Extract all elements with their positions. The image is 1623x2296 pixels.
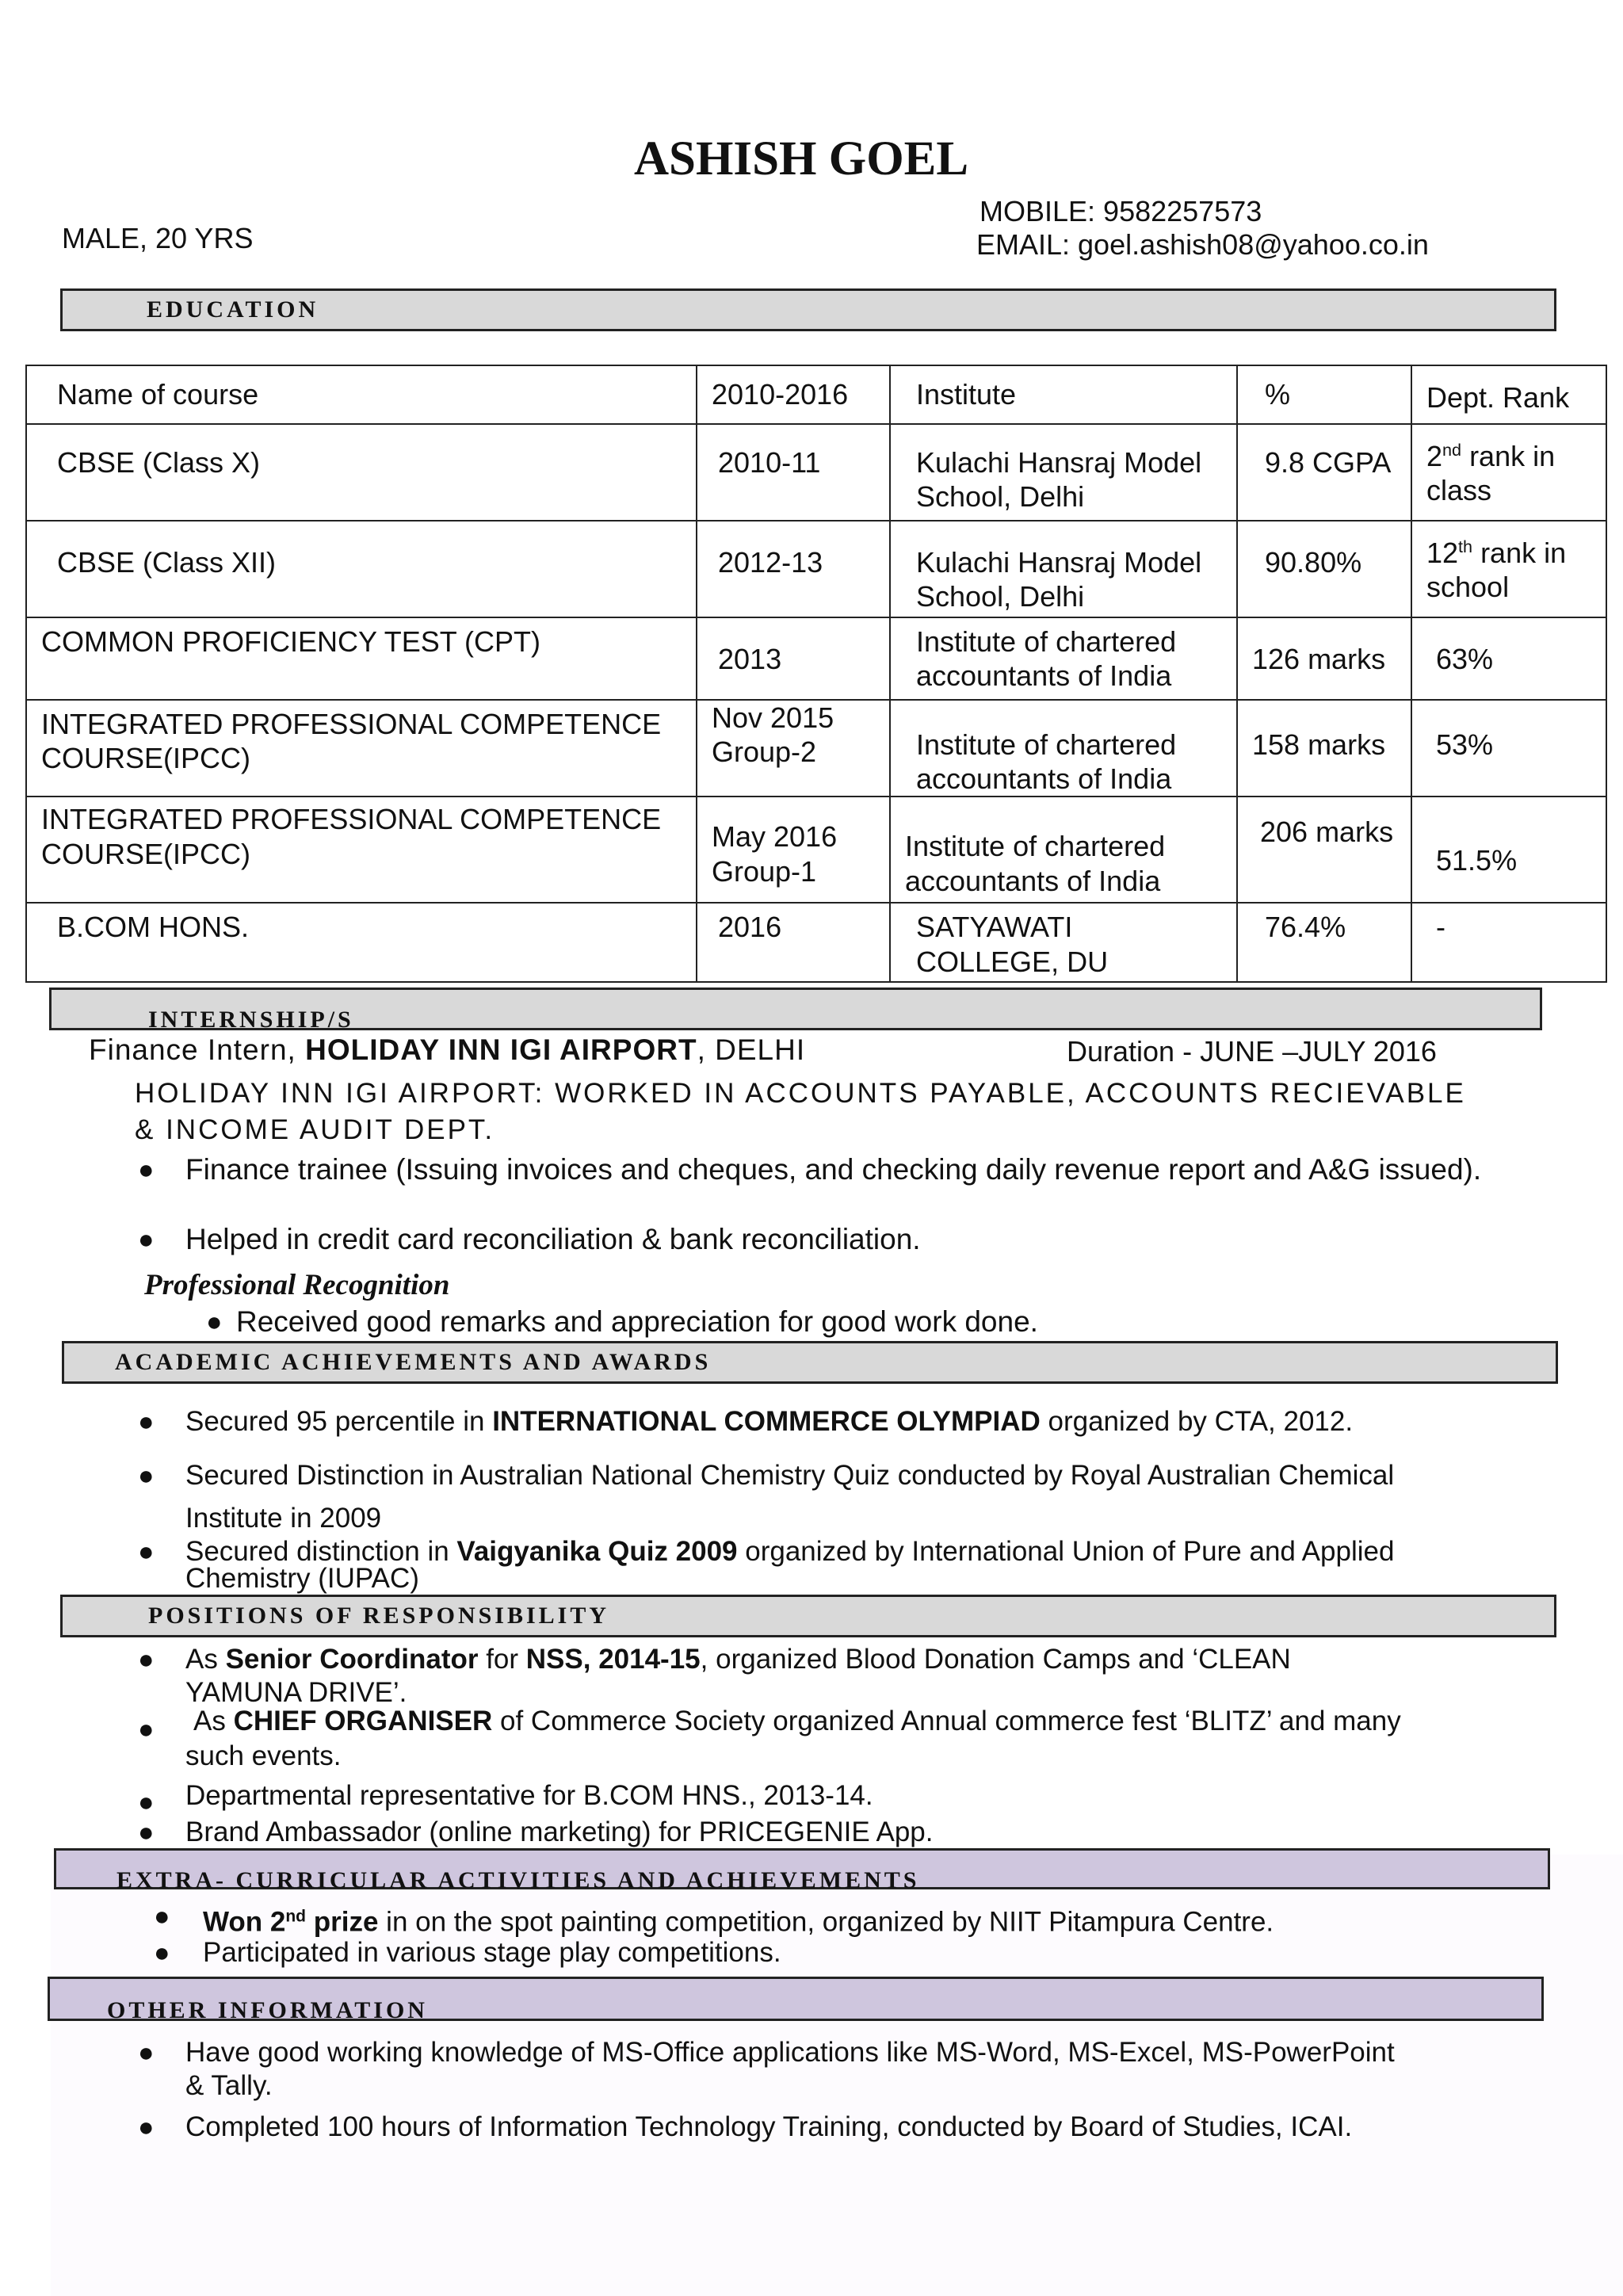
table-cell: 2012-13: [697, 521, 890, 617]
table-cell: 2010-11: [697, 424, 890, 521]
list-item: ● As CHIEF ORGANISER of Commerce Society organized Annual commerce fest ‘BLITZ’ and many: [193, 1704, 1401, 1739]
table-cell: 2013: [697, 617, 890, 700]
table-cell: B.COM HONS.: [26, 903, 697, 982]
table-row: [26, 521, 1606, 617]
education-table: [25, 365, 1607, 983]
list-item: ● Received good remarks and appreciation for good work done.: [206, 1305, 1038, 1338]
table-cell: 126 marks: [1237, 617, 1411, 700]
table-cell: CBSE (Class X): [26, 424, 697, 521]
internship-duration: Duration - JUNE –JULY 2016: [1067, 1035, 1437, 1068]
table-cell: 2016: [697, 903, 890, 982]
table-cell: 206 marks: [1237, 797, 1411, 903]
list-item: ● Won 2nd prize in on the spot painting competition, organized by NIIT Pitampura Centre.: [203, 1899, 1274, 1940]
bullet-icon: ●: [138, 1537, 155, 1567]
bullet-icon: ●: [138, 1407, 155, 1437]
table-cell: INTEGRATED PROFESSIONAL COMPETENCE COURSE(IPCC): [26, 700, 697, 797]
bullet-icon: ●: [138, 2038, 155, 2068]
table-cell: 63%: [1411, 617, 1606, 700]
list-item: ● Secured Distinction in Australian National Chemistry Quiz conducted by Royal Australian Chemical: [185, 1458, 1394, 1493]
table-cell: 53%: [1411, 700, 1606, 797]
bullet-icon: ●: [138, 1461, 155, 1491]
table-cell: Institute of chartered accountants of India: [890, 797, 1237, 903]
list-item: ● Departmental representative for B.COM HNS., 2013-14.: [185, 1778, 873, 1813]
candidate-name: ASHISH GOEL: [633, 132, 969, 185]
positions-section-bar: [60, 1595, 1556, 1637]
bullet-icon: ●: [138, 1714, 155, 1744]
table-cell: 9.8 CGPA: [1237, 424, 1411, 521]
internship-title: Finance Intern, HOLIDAY INN IGI AIRPORT, DELHI: [89, 1033, 806, 1066]
list-item-cont: & Tally.: [185, 2070, 273, 2101]
list-item: ● Finance trainee (Issuing invoices and cheques, and checking daily revenue report and A&G issued).: [138, 1153, 1482, 1186]
list-item: ● Helped in credit card reconciliation & bank reconciliation.: [138, 1223, 921, 1255]
list-item-cont: such events.: [185, 1740, 342, 1771]
table-cell: SATYAWATI COLLEGE, DU: [890, 903, 1237, 982]
internship-heading: INTERNSHIP/S: [148, 1007, 354, 1033]
list-item: ● Secured 95 percentile in INTERNATIONAL COMMERCE OLYMPIAD organized by CTA, 2012.: [185, 1404, 1353, 1439]
table-header-cell: Name of course: [26, 365, 697, 424]
email-address: EMAIL: goel.ashish08@yahoo.co.in: [976, 228, 1429, 261]
bullet-icon: ●: [138, 2112, 155, 2142]
positions-heading: POSITIONS OF RESPONSIBILITY: [148, 1603, 610, 1629]
list-item: ● As Senior Coordinator for NSS, 2014-15, organized Blood Donation Camps and ‘CLEAN: [185, 1642, 1291, 1677]
table-header-cell: %: [1237, 365, 1411, 424]
bullet-icon: ●: [138, 1817, 155, 1847]
list-item: ● Have good working knowledge of MS-Office applications like MS-Word, MS-Excel, MS-PowerPoint: [185, 2035, 1395, 2070]
table-cell: CBSE (Class XII): [26, 521, 697, 617]
list-item-cont: Institute in 2009: [185, 1503, 382, 1534]
table-row: [26, 797, 1606, 903]
other-info-heading: OTHER INFORMATION: [107, 1997, 428, 2023]
table-header-cell: Dept. Rank: [1411, 365, 1606, 424]
mobile-number: MOBILE: 9582257573: [980, 195, 1262, 227]
table-cell: 76.4%: [1237, 903, 1411, 982]
table-cell: Institute of chartered accountants of India: [890, 700, 1237, 797]
table-row: [26, 424, 1606, 521]
bullet-icon: ●: [154, 1938, 170, 1968]
table-cell: 12th rank in school: [1411, 521, 1606, 617]
table-cell: Institute of chartered accountants of India: [890, 617, 1237, 700]
education-heading: EDUCATION: [147, 296, 319, 323]
table-header-cell: Institute: [890, 365, 1237, 424]
table-cell: -: [1411, 903, 1606, 982]
table-cell: May 2016 Group-1: [697, 797, 890, 903]
extra-curricular-heading: EXTRA- CURRICULAR ACTIVITIES AND ACHIEVEMENTS: [116, 1867, 920, 1893]
academic-section-bar: [62, 1341, 1558, 1384]
table-header-cell: 2010-2016: [697, 365, 890, 424]
internship-section-bar: [49, 988, 1542, 1033]
table-cell: COMMON PROFICIENCY TEST (CPT): [26, 617, 697, 700]
gender-age: MALE, 20 YRS: [62, 222, 254, 254]
internship-description-cont: & INCOME AUDIT DEPT.: [135, 1114, 495, 1145]
bullet-icon: ●: [154, 1901, 170, 1931]
bullet-icon: ●: [138, 1155, 155, 1185]
table-cell: 2nd rank in class: [1411, 424, 1606, 521]
education-section-bar: [60, 288, 1556, 331]
table-row: [26, 617, 1606, 700]
table-cell: 158 marks: [1237, 700, 1411, 797]
bullet-icon: ●: [206, 1307, 223, 1337]
bullet-icon: ●: [138, 1787, 155, 1817]
bullet-icon: ●: [138, 1645, 155, 1675]
list-item-cont: Chemistry (IUPAC): [185, 1563, 419, 1594]
table-cell: Kulachi Hansraj Model School, Delhi: [890, 424, 1237, 521]
table-cell: Kulachi Hansraj Model School, Delhi: [890, 521, 1237, 617]
list-item: ● Completed 100 hours of Information Technology Training, conducted by Board of Studies, ICAI.: [185, 2110, 1352, 2145]
table-cell: Nov 2015 Group-2: [697, 700, 890, 797]
list-item: ● Secured distinction in Vaigyanika Quiz 2009 organized by International Union of Pure and Applied: [185, 1534, 1394, 1569]
list-item: ● Participated in various stage play competitions.: [203, 1935, 781, 1970]
table-row: [26, 700, 1606, 797]
extra-curricular-section-bar: [54, 1848, 1550, 1893]
table-cell: 90.80%: [1237, 521, 1411, 617]
list-item: ● Brand Ambassador (online marketing) for PRICEGENIE App.: [185, 1815, 933, 1850]
table-row: [26, 903, 1606, 982]
other-info-section-bar: [48, 1977, 1544, 2021]
bullet-icon: ●: [138, 1224, 155, 1255]
list-item-cont: YAMUNA DRIVE’.: [185, 1677, 407, 1708]
table-header-row: [26, 365, 1606, 424]
internship-description: HOLIDAY INN IGI AIRPORT: WORKED IN ACCOUNTS PAYABLE, ACCOUNTS RECIEVABLE: [135, 1078, 1466, 1109]
recognition-heading: Professional Recognition: [144, 1269, 450, 1301]
table-cell: INTEGRATED PROFESSIONAL COMPETENCE COURSE(IPCC): [26, 797, 697, 903]
table-cell: 51.5%: [1411, 797, 1606, 903]
academic-heading: ACADEMIC ACHIEVEMENTS AND AWARDS: [115, 1349, 712, 1375]
